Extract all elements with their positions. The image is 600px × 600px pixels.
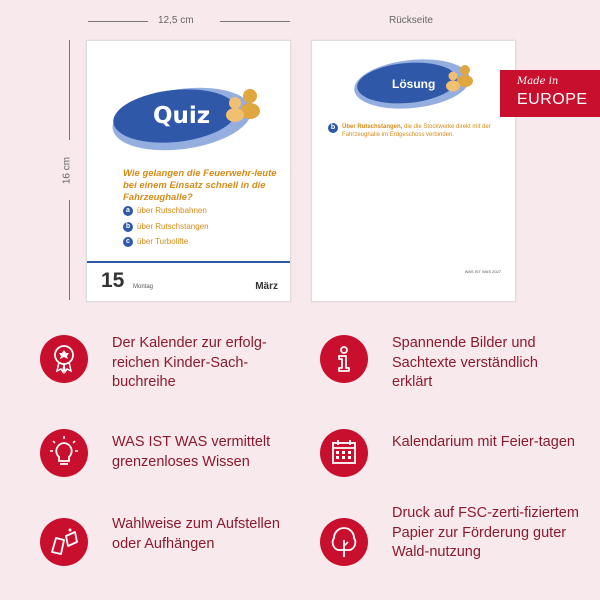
feature-text: Der Kalender zur erfolg-reichen Kinder-Sach-buchreihe: [112, 335, 267, 390]
calendar-weekday: Montag: [133, 284, 154, 290]
solution-title: Lösung: [392, 77, 436, 91]
width-dimension-line: [88, 21, 148, 22]
back-footer: WAS IST WAS 2027: [464, 269, 501, 274]
quiz-question: Wie gelangen die Feuerwehr-leute bei einem Einsatz schnell in die Fahrzeughalle?: [123, 168, 277, 203]
tree-icon: [320, 518, 368, 566]
back-side-label: Rückseite: [389, 15, 433, 26]
badge-line2: EUROPE: [517, 91, 588, 108]
solution-letter: b: [328, 123, 338, 133]
feature-text: WAS IST WAS vermittelt grenzenloses Wissen: [112, 434, 271, 470]
badge-line1: Made in: [517, 76, 559, 87]
calendar-day: 15: [101, 269, 125, 292]
quiz-title: Quiz: [153, 103, 211, 129]
width-dimension-line: [220, 21, 290, 22]
feature-text: Wahlweise zum Aufstellen oder Aufhängen: [112, 516, 280, 552]
feature-text: Spannende Bilder und Sachtexte verständlich erklärt: [392, 335, 538, 390]
quiz-blob: [87, 41, 290, 161]
width-dimension-label: 12,5 cm: [158, 15, 194, 26]
hang-stand-icon: [40, 518, 88, 566]
quiz-option: a über Rutschbahnen: [123, 206, 207, 216]
made-in-europe-badge: [500, 70, 600, 117]
front-card: [86, 40, 291, 302]
solution-text: Über Rutschstangen, die die Stockwerke direkt mit der Fahrzeughalle im Erdgeschoss verbinden.: [342, 124, 491, 138]
feature-text: Kalendarium mit Feier-tagen: [392, 434, 575, 450]
calendar-icon: [320, 429, 368, 477]
height-dimension-line: [69, 40, 70, 140]
height-dimension-line: [69, 200, 70, 300]
info-icon: [320, 335, 368, 383]
award-icon: [40, 335, 88, 383]
feature-text: Druck auf FSC-zerti-fiziertem Papier zur Förderung guter Wald-nutzung: [392, 505, 579, 560]
quiz-date-rule: [87, 261, 290, 263]
calendar-month: März: [255, 281, 278, 292]
quiz-option: b über Rutschstangen: [123, 222, 209, 232]
back-card: [311, 40, 516, 302]
lightbulb-icon: [40, 429, 88, 477]
quiz-option: c über Turbolifte: [123, 237, 188, 247]
height-dimension-label: 16 cm: [61, 156, 73, 185]
